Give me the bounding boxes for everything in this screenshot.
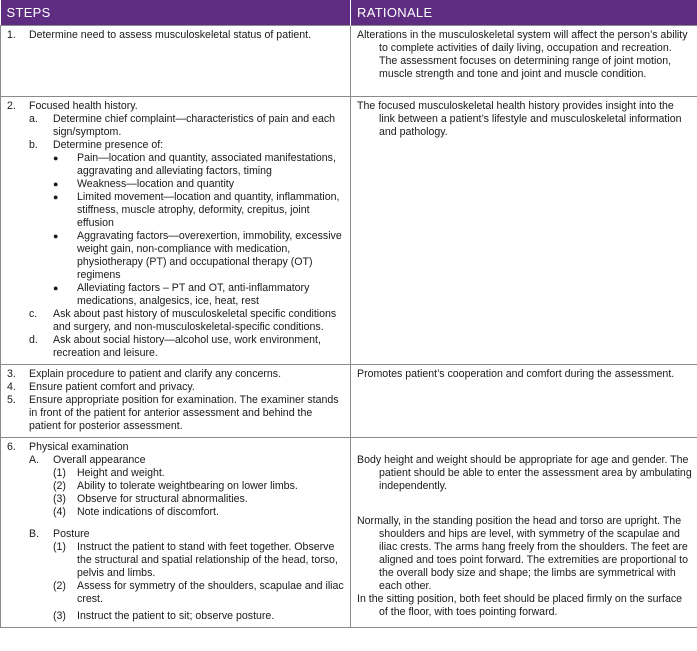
bullet-icon: ●: [53, 179, 59, 189]
item-text: Height and weight.: [77, 467, 165, 479]
rationale-cell: [351, 26, 697, 97]
bullet-icon: ●: [53, 153, 59, 163]
item-number: (3): [53, 493, 66, 505]
sub-label: c.: [29, 308, 38, 320]
table-row: [1, 26, 697, 97]
rationale-text: Body height and weight should be appropriate for age and gender. The patient should be able to enter the assessment area by ambulating independently.: [357, 454, 692, 492]
step-title: Physical examination: [29, 441, 129, 453]
item-text: Assess for symmetry of the shoulders, scapulae and iliac crest.: [77, 580, 344, 605]
step-text: Ensure appropriate position for examination. The examiner stands in front of the patient for anterior assessment and behind the patient for posterior assessment.: [29, 394, 339, 432]
sub-text: Determine presence of:: [53, 139, 164, 151]
section-title: Posture: [53, 528, 90, 540]
step-number: 4.: [7, 381, 16, 393]
bullet-text: Weakness—location and quantity: [77, 178, 235, 190]
bullet-text: Alleviating factors – PT and OT, anti-inflammatory medications, analgesics, ice, heat, rest: [77, 282, 310, 307]
rationale-cell: [351, 97, 697, 365]
item-text: Instruct the patient to stand with feet together. Observe the structural and spatial relationship of the head, torso, pelvis and limbs.: [77, 541, 338, 579]
item-text: Ability to tolerate weightbearing on lower limbs.: [77, 480, 298, 492]
table-row: [1, 97, 697, 365]
item-number: (4): [53, 506, 66, 518]
step-title: Focused health history.: [29, 100, 138, 112]
bullet-icon: ●: [53, 283, 59, 293]
bullet-icon: ●: [53, 231, 59, 241]
item-number: (2): [53, 480, 66, 492]
sub-text: Determine chief complaint—characteristics of pain and each sign/symptom.: [53, 113, 336, 138]
step-number: 6.: [7, 441, 16, 453]
table-header-row: [1, 0, 697, 26]
bullet-text: Pain—location and quantity, associated manifestations, aggravating and alleviating factors, timing: [77, 152, 336, 177]
item-text: Instruct the patient to sit; observe posture.: [77, 610, 275, 622]
section-label: B.: [29, 528, 40, 540]
rationale-text: The focused musculoskeletal health history provides insight into the link between a patient’s lifestyle and musculoskeletal information and pathology.: [357, 100, 682, 138]
step-number: 1.: [7, 29, 16, 41]
item-text: Observe for structural abnormalities.: [77, 493, 248, 505]
bullet-text: Aggravating factors—overexertion, immobility, excessive weight gain, non-compliance with medication, physiotherapy (PT) and occupational therapy (OT) regimens: [77, 230, 342, 281]
rationale-text: Promotes patient’s cooperation and comfort during the assessment.: [357, 368, 675, 380]
sub-text: Ask about social history—alcohol use, work environment, recreation and leisure.: [53, 334, 321, 359]
rationale-cell: [351, 438, 697, 628]
item-number: (1): [53, 467, 66, 479]
bullet-icon: ●: [53, 192, 59, 202]
sub-label: b.: [29, 139, 38, 151]
step-cell: [1, 438, 351, 628]
section-title: Overall appearance: [53, 454, 146, 466]
table-row: [1, 365, 697, 438]
step-cell: [1, 26, 351, 97]
rationale-text: In the sitting position, both feet should be placed firmly on the surface of the floor, with toes pointing forward.: [357, 593, 683, 618]
item-number: (2): [53, 580, 66, 592]
step-number: 5.: [7, 394, 16, 406]
bullet-text: Limited movement—location and quantity, inflammation, stiffness, muscle atrophy, deformity, crepitus, joint effusion: [77, 191, 340, 229]
step-cell: [1, 97, 351, 365]
rationale-header: RATIONALE: [351, 0, 697, 26]
sub-text: Ask about past history of musculoskeletal specific conditions and surgery, and non-musculoskeletal-specific conditions.: [53, 308, 337, 333]
step-cell: [1, 365, 351, 438]
item-text: Note indications of discomfort.: [77, 506, 219, 518]
item-number: (3): [53, 610, 66, 622]
step-text: Explain procedure to patient and clarify any concerns.: [29, 368, 282, 380]
sub-label: d.: [29, 334, 38, 346]
step-text: Determine need to assess musculoskeletal status of patient.: [29, 29, 312, 41]
sub-label: a.: [29, 113, 38, 125]
step-number: 2.: [7, 100, 16, 112]
rationale-text: Normally, in the standing position the head and torso are upright. The shoulders and hips are level, with symmetry of the scapulae and iliac crests. The arms hang freely from the shoulders. The feet are aligned and toes point forward. The extremities are proportional to the overall body size and shape; the limbs are symmetrical with each other.: [357, 515, 688, 592]
table-row: [1, 438, 697, 628]
step-text: Ensure patient comfort and privacy.: [29, 381, 195, 393]
rationale-text: Alterations in the musculoskeletal system will affect the person’s ability to complete activities of daily living, occupation and recreation. The assessment focuses on determining range of joint motion, muscle strength and tone and joint and muscle condition.: [357, 29, 688, 80]
item-number: (1): [53, 541, 66, 553]
section-label: A.: [29, 454, 40, 466]
steps-header: STEPS: [1, 0, 351, 26]
step-number: 3.: [7, 368, 16, 380]
rationale-cell: [351, 365, 697, 438]
